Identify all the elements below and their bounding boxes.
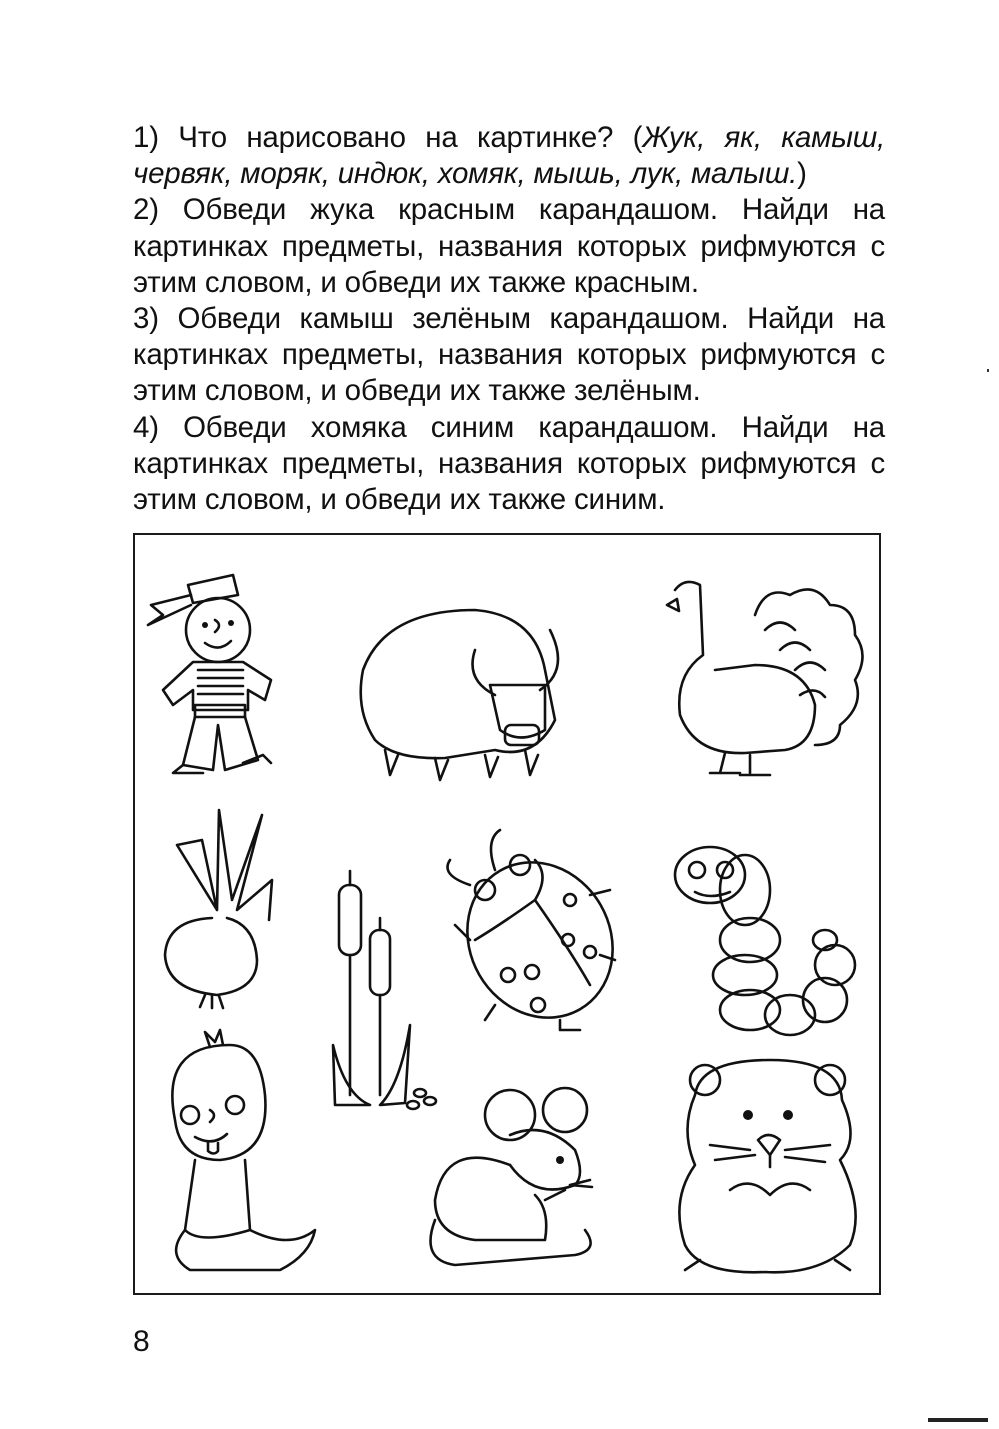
instruction-4: 4) Обведи хомяка синим карандашом. Найди на картинках предметы, названия которых рифмуются с этим словом, и обведи их также синим. xyxy=(133,410,885,517)
instruction-2: 2) Обведи жука красным карандашом. Найди на картинках предметы, названия которых рифмуются с этим словом, и обведи их также красным. xyxy=(133,193,885,299)
page-number: 8 xyxy=(133,1325,150,1358)
cattail-icon xyxy=(325,865,445,1110)
instructions-block xyxy=(133,120,885,518)
beetle-icon xyxy=(440,830,630,1030)
mouse-icon xyxy=(415,1090,615,1280)
sailor-icon xyxy=(143,565,293,780)
onion-illustration xyxy=(157,800,287,1005)
baby-illustration xyxy=(150,1025,315,1280)
hamster-illustration xyxy=(670,1050,865,1280)
yak-icon xyxy=(355,600,595,785)
scan-speck xyxy=(987,369,989,372)
worm-icon xyxy=(655,840,865,1040)
mouse-illustration xyxy=(415,1090,615,1280)
baby-icon xyxy=(150,1025,315,1280)
hamster-icon xyxy=(670,1050,865,1280)
beetle-illustration xyxy=(440,830,630,1030)
worm-illustration xyxy=(655,840,865,1040)
sailor-illustration xyxy=(143,565,293,780)
scan-edge-mark xyxy=(928,1418,988,1422)
word-list: Жук, як, камыш, червяк, моряк, индюк, хомяк, мышь, лук, малыш. xyxy=(133,121,885,191)
instruction-3: 3) Обведи камыш зелёным карандашом. Найди на картинках предметы, названия которых рифмуются с этим словом, и обведи их также зелёным. xyxy=(133,302,885,408)
instruction-1: 1) Что нарисовано на картинке? (Жук, як, камыш, червяк, моряк, индюк, хомяк, мышь, лук, малыш.) xyxy=(133,121,885,191)
picture-frame xyxy=(133,533,881,1295)
cattail-illustration xyxy=(325,865,445,1110)
yak-illustration xyxy=(355,600,595,785)
turkey-illustration xyxy=(655,575,870,785)
turkey-icon xyxy=(655,575,870,785)
onion-icon xyxy=(157,800,287,1005)
